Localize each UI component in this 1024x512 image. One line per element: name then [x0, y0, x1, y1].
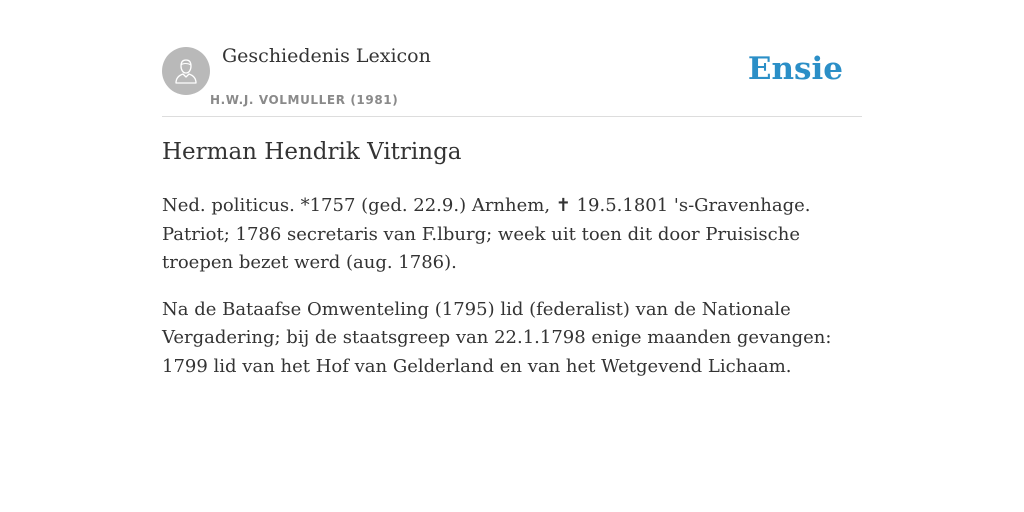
source-header — [162, 0, 862, 117]
entry-body — [162, 192, 862, 399]
avatar[interactable] — [162, 47, 210, 95]
entry-title: Herman Hendrik Vitringa — [162, 139, 462, 165]
paragraph: Ned. politicus. *1757 (ged. 22.9.) Arnhem, ✝ 19.5.1801 's-Gravenhage. Patriot; 1786 secretaris van F.lburg; week uit toen dit door Pruisische troepen bezet werd (aug. 1786). — [162, 195, 811, 273]
user-icon — [172, 57, 200, 85]
source-title[interactable]: Geschiedenis Lexicon — [222, 45, 431, 67]
brand-logo[interactable]: Ensie — [747, 51, 843, 87]
author-credit: H.W.J. VOLMULLER (1981) — [210, 93, 399, 107]
paragraph: Na de Bataafse Omwenteling (1795) lid (federalist) van de Nationale Vergadering; bij de staatsgreep van 22.1.1798 enige maanden gevangen: 1799 lid van het Hof van Gelderland en van het Wetgevend Lichaam. — [162, 298, 832, 377]
